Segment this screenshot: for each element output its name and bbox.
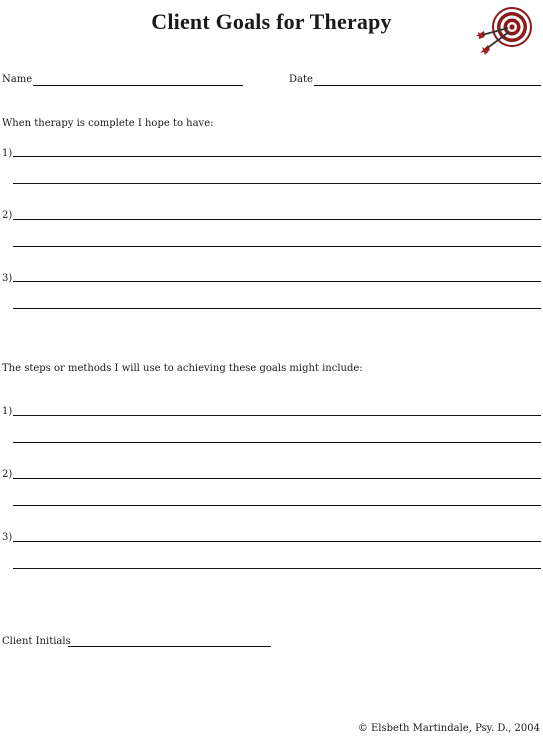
date-field[interactable] bbox=[314, 85, 541, 86]
step-1-line-2[interactable] bbox=[13, 442, 541, 443]
copyright-notice: © Elsbeth Martindale, Psy. D., 2004 bbox=[357, 723, 540, 734]
initials-label: Client Initials bbox=[2, 636, 71, 647]
goal-2-line-1[interactable] bbox=[13, 219, 541, 220]
goal-1-line-1[interactable] bbox=[13, 156, 541, 157]
goal-1-line-2[interactable] bbox=[13, 183, 541, 184]
page-title: Client Goals for Therapy bbox=[151, 9, 392, 34]
goal-3-line-1[interactable] bbox=[13, 281, 541, 282]
goal-2-line-2[interactable] bbox=[13, 246, 541, 247]
step-2-line-2[interactable] bbox=[13, 505, 541, 506]
goal-1-number: 1) bbox=[2, 148, 13, 159]
step-2-number: 2) bbox=[2, 469, 13, 480]
initials-field[interactable] bbox=[68, 646, 271, 647]
name-field[interactable] bbox=[33, 85, 243, 86]
step-3-line-2[interactable] bbox=[13, 568, 541, 569]
name-label: Name bbox=[2, 74, 33, 85]
goal-2-number: 2) bbox=[2, 210, 13, 221]
step-3-number: 3) bbox=[2, 532, 13, 543]
goals-prompt: When therapy is complete I hope to have: bbox=[2, 118, 214, 129]
target-with-darts-icon bbox=[476, 5, 536, 57]
step-3-line-1[interactable] bbox=[13, 541, 541, 542]
step-1-line-1[interactable] bbox=[13, 415, 541, 416]
goal-3-number: 3) bbox=[2, 273, 13, 284]
goal-3-line-2[interactable] bbox=[13, 308, 541, 309]
steps-prompt: The steps or methods I will use to achieving these goals might include: bbox=[2, 363, 363, 374]
step-2-line-1[interactable] bbox=[13, 478, 541, 479]
date-label: Date bbox=[289, 74, 313, 85]
step-1-number: 1) bbox=[2, 406, 13, 417]
